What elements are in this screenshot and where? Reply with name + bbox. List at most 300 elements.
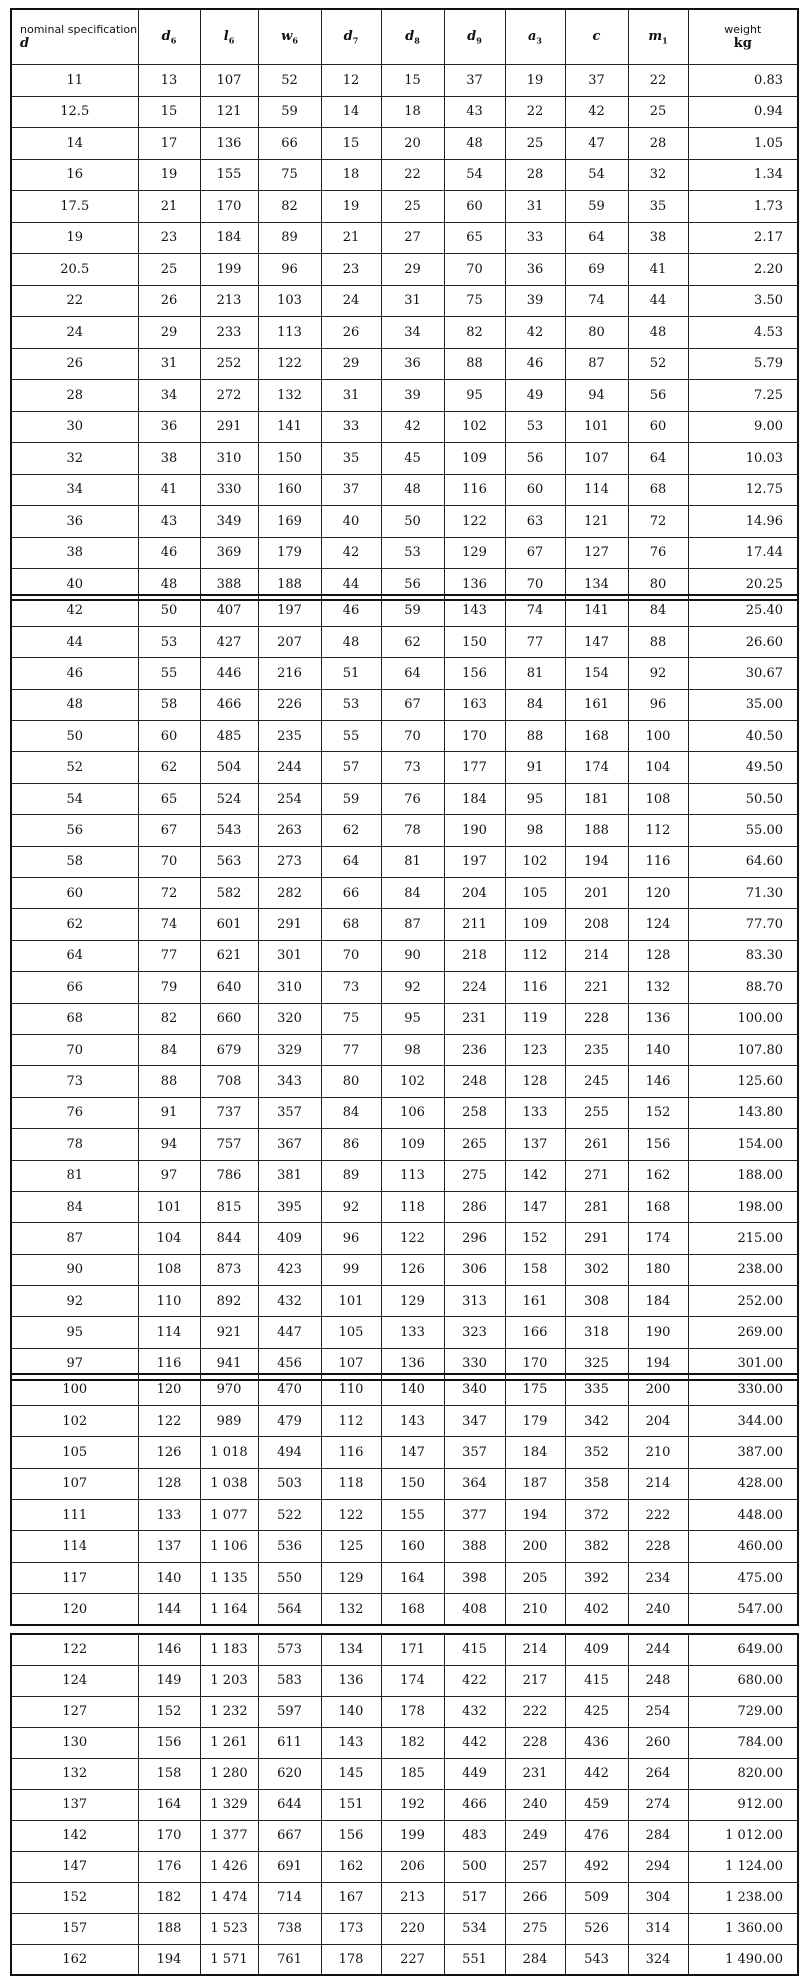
cell-nominal-d: 34: [11, 474, 138, 506]
cell-d6: 101: [138, 1191, 200, 1222]
cell-w6: 75: [258, 159, 321, 191]
cell-nominal-d: 56: [11, 815, 138, 846]
cell-m1: 80: [628, 569, 688, 601]
cell-w6: 620: [258, 1758, 321, 1789]
cell-d8: 182: [381, 1727, 444, 1758]
cell-d8: 164: [381, 1562, 444, 1593]
cell-d9: 466: [444, 1789, 505, 1820]
cell-l6: 184: [200, 222, 258, 254]
cell-weight: 344.00: [688, 1405, 798, 1436]
cell-d8: 150: [381, 1468, 444, 1499]
cell-d9: 218: [444, 940, 505, 971]
cell-d6: 36: [138, 411, 200, 443]
cell-d8: 48: [381, 474, 444, 506]
cell-a3: 158: [505, 1254, 565, 1285]
cell-weight: 30.67: [688, 658, 798, 689]
cell-d8: 143: [381, 1405, 444, 1436]
cell-nominal-d: 107: [11, 1468, 138, 1499]
cell-d7: 57: [321, 752, 381, 783]
cell-m1: 56: [628, 380, 688, 412]
cell-d7: 15: [321, 128, 381, 160]
cell-nominal-d: 142: [11, 1820, 138, 1851]
cell-a3: 231: [505, 1758, 565, 1789]
table-row: [11, 595, 798, 626]
weight-unit: kg: [733, 36, 752, 51]
cell-d8: 147: [381, 1437, 444, 1468]
cell-d7: 178: [321, 1944, 381, 1975]
table-row: [11, 721, 798, 752]
cell-weight: 88.70: [688, 972, 798, 1003]
cell-d9: 184: [444, 783, 505, 814]
cell-m1: 260: [628, 1727, 688, 1758]
cell-weight: 729.00: [688, 1696, 798, 1727]
cell-l6: 485: [200, 721, 258, 752]
cell-d9: 330: [444, 1348, 505, 1379]
cell-nominal-d: 20.5: [11, 254, 138, 286]
cell-d9: 70: [444, 254, 505, 286]
cell-c: 261: [565, 1129, 628, 1160]
cell-w6: 273: [258, 846, 321, 877]
cell-l6: 1 135: [200, 1562, 258, 1593]
cell-d8: 29: [381, 254, 444, 286]
cell-d8: 76: [381, 783, 444, 814]
cell-d9: 116: [444, 474, 505, 506]
table-row: [11, 1531, 798, 1562]
cell-l6: 1 018: [200, 1437, 258, 1468]
cell-d8: 20: [381, 128, 444, 160]
cell-d7: 51: [321, 658, 381, 689]
cell-d8: 220: [381, 1913, 444, 1944]
cell-m1: 32: [628, 159, 688, 191]
cell-c: 69: [565, 254, 628, 286]
cell-d6: 114: [138, 1317, 200, 1348]
cell-d6: 158: [138, 1758, 200, 1789]
cell-a3: 194: [505, 1500, 565, 1531]
table-row: [11, 752, 798, 783]
cell-l6: 563: [200, 846, 258, 877]
table-row: [11, 159, 798, 191]
table-row: [11, 1727, 798, 1758]
cell-d8: 64: [381, 658, 444, 689]
cell-c: 201: [565, 878, 628, 909]
cell-c: 281: [565, 1191, 628, 1222]
cell-m1: 41: [628, 254, 688, 286]
cell-c: 442: [565, 1758, 628, 1789]
cell-d7: 116: [321, 1437, 381, 1468]
cell-l6: 1 077: [200, 1500, 258, 1531]
cell-c: 392: [565, 1562, 628, 1593]
cell-c: 107: [565, 443, 628, 475]
header-a3: $a_3$: [505, 9, 565, 65]
cell-c: 59: [565, 191, 628, 223]
cell-nominal-d: 60: [11, 878, 138, 909]
cell-d8: 39: [381, 380, 444, 412]
cell-weight: 649.00: [688, 1634, 798, 1665]
cell-c: 80: [565, 317, 628, 349]
cell-a3: 46: [505, 348, 565, 380]
table-row: [11, 317, 798, 349]
cell-d6: 170: [138, 1820, 200, 1851]
table-row: [11, 506, 798, 538]
cell-d6: 176: [138, 1851, 200, 1882]
cell-c: 121: [565, 506, 628, 538]
cell-c: 37: [565, 65, 628, 97]
cell-m1: 222: [628, 1500, 688, 1531]
cell-l6: 213: [200, 285, 258, 317]
cell-a3: 128: [505, 1066, 565, 1097]
cell-d8: 185: [381, 1758, 444, 1789]
cell-l6: 504: [200, 752, 258, 783]
cell-c: 382: [565, 1531, 628, 1562]
cell-weight: 5.79: [688, 348, 798, 380]
cell-a3: 257: [505, 1851, 565, 1882]
cell-d6: 122: [138, 1405, 200, 1436]
cell-d7: 18: [321, 159, 381, 191]
cell-w6: 357: [258, 1097, 321, 1128]
cell-nominal-d: 68: [11, 1003, 138, 1034]
cell-w6: 150: [258, 443, 321, 475]
cell-l6: 1 164: [200, 1594, 258, 1625]
cell-d6: 55: [138, 658, 200, 689]
table-row: [11, 1562, 798, 1593]
cell-a3: 77: [505, 626, 565, 657]
cell-c: 208: [565, 909, 628, 940]
cell-weight: 83.30: [688, 940, 798, 971]
cell-d6: 19: [138, 159, 200, 191]
cell-l6: 873: [200, 1254, 258, 1285]
cell-d6: 156: [138, 1727, 200, 1758]
cell-d7: 101: [321, 1286, 381, 1317]
cell-d6: 26: [138, 285, 200, 317]
cell-m1: 228: [628, 1531, 688, 1562]
cell-weight: 40.50: [688, 721, 798, 752]
cell-a3: 42: [505, 317, 565, 349]
cell-d9: 197: [444, 846, 505, 877]
cell-a3: 67: [505, 537, 565, 569]
cell-c: 188: [565, 815, 628, 846]
cell-d6: 25: [138, 254, 200, 286]
cell-c: 181: [565, 783, 628, 814]
cell-m1: 168: [628, 1191, 688, 1222]
cell-weight: 460.00: [688, 1531, 798, 1562]
cell-d7: 105: [321, 1317, 381, 1348]
cell-d9: 357: [444, 1437, 505, 1468]
cell-weight: 35.00: [688, 689, 798, 720]
table-row: [11, 1066, 798, 1097]
cell-weight: 1 124.00: [688, 1851, 798, 1882]
cell-d6: 146: [138, 1634, 200, 1665]
cell-c: 372: [565, 1500, 628, 1531]
cell-weight: 100.00: [688, 1003, 798, 1034]
cell-nominal-d: 16: [11, 159, 138, 191]
cell-d9: 102: [444, 411, 505, 443]
cell-weight: 198.00: [688, 1191, 798, 1222]
cell-d9: 449: [444, 1758, 505, 1789]
cell-d6: 62: [138, 752, 200, 783]
cell-w6: 522: [258, 1500, 321, 1531]
cell-weight: 2.20: [688, 254, 798, 286]
cell-nominal-d: 30: [11, 411, 138, 443]
cell-d9: 211: [444, 909, 505, 940]
cell-l6: 582: [200, 878, 258, 909]
cell-d8: 27: [381, 222, 444, 254]
cell-c: 134: [565, 569, 628, 601]
spec-table-4: [10, 1633, 799, 1976]
cell-d9: 313: [444, 1286, 505, 1317]
cell-nominal-d: 100: [11, 1374, 138, 1405]
cell-l6: 1 426: [200, 1851, 258, 1882]
cell-m1: 96: [628, 689, 688, 720]
cell-weight: 20.25: [688, 569, 798, 601]
cell-weight: 912.00: [688, 1789, 798, 1820]
cell-l6: 844: [200, 1223, 258, 1254]
cell-a3: 284: [505, 1944, 565, 1975]
cell-d7: 107: [321, 1348, 381, 1379]
cell-weight: 820.00: [688, 1758, 798, 1789]
cell-weight: 301.00: [688, 1348, 798, 1379]
cell-m1: 44: [628, 285, 688, 317]
cell-weight: 387.00: [688, 1437, 798, 1468]
cell-m1: 108: [628, 783, 688, 814]
cell-d7: 110: [321, 1374, 381, 1405]
header-d8: $d_8$: [381, 9, 444, 65]
cell-d7: 156: [321, 1820, 381, 1851]
cell-m1: 294: [628, 1851, 688, 1882]
cell-nominal-d: 102: [11, 1405, 138, 1436]
cell-l6: 640: [200, 972, 258, 1003]
cell-l6: 524: [200, 783, 258, 814]
header-d6: $d_6$: [138, 9, 200, 65]
cell-d7: 92: [321, 1191, 381, 1222]
cell-m1: 76: [628, 537, 688, 569]
cell-nominal-d: 127: [11, 1696, 138, 1727]
cell-weight: 25.40: [688, 595, 798, 626]
table-row: [11, 1097, 798, 1128]
cell-m1: 25: [628, 96, 688, 128]
cell-a3: 240: [505, 1789, 565, 1820]
cell-d6: 17: [138, 128, 200, 160]
cell-w6: 89: [258, 222, 321, 254]
cell-d8: 18: [381, 96, 444, 128]
cell-m1: 132: [628, 972, 688, 1003]
cell-d9: 296: [444, 1223, 505, 1254]
cell-d9: 415: [444, 1634, 505, 1665]
table-row: [11, 1223, 798, 1254]
cell-w6: 583: [258, 1665, 321, 1696]
cell-w6: 343: [258, 1066, 321, 1097]
cell-d9: 75: [444, 285, 505, 317]
cell-a3: 63: [505, 506, 565, 538]
cell-d7: 64: [321, 846, 381, 877]
header-nominal-specification: [11, 9, 138, 65]
cell-d7: 68: [321, 909, 381, 940]
cell-d6: 48: [138, 569, 200, 601]
cell-l6: 543: [200, 815, 258, 846]
cell-d7: 35: [321, 443, 381, 475]
cell-d9: 236: [444, 1034, 505, 1065]
cell-d9: 109: [444, 443, 505, 475]
cell-w6: 141: [258, 411, 321, 443]
cell-nominal-d: 12.5: [11, 96, 138, 128]
cell-l6: 1 523: [200, 1913, 258, 1944]
cell-d8: 70: [381, 721, 444, 752]
cell-m1: 274: [628, 1789, 688, 1820]
cell-weight: 1 238.00: [688, 1882, 798, 1913]
cell-nominal-d: 50: [11, 721, 138, 752]
cell-d6: 21: [138, 191, 200, 223]
cell-d8: 36: [381, 348, 444, 380]
cell-d7: 70: [321, 940, 381, 971]
cell-weight: 55.00: [688, 815, 798, 846]
cell-d6: 126: [138, 1437, 200, 1468]
header-d9: $d_9$: [444, 9, 505, 65]
cell-d9: 265: [444, 1129, 505, 1160]
cell-l6: 1 261: [200, 1727, 258, 1758]
cell-nominal-d: 81: [11, 1160, 138, 1191]
cell-d9: 231: [444, 1003, 505, 1034]
cell-d9: 60: [444, 191, 505, 223]
cell-a3: 22: [505, 96, 565, 128]
cell-d8: 59: [381, 595, 444, 626]
table-row: [11, 940, 798, 971]
cell-nominal-d: 66: [11, 972, 138, 1003]
cell-nominal-d: 52: [11, 752, 138, 783]
cell-m1: 314: [628, 1913, 688, 1944]
cell-w6: 310: [258, 972, 321, 1003]
cell-d9: 364: [444, 1468, 505, 1499]
cell-d7: 73: [321, 972, 381, 1003]
cell-weight: 50.50: [688, 783, 798, 814]
cell-a3: 95: [505, 783, 565, 814]
cell-d9: 432: [444, 1696, 505, 1727]
cell-nominal-d: 92: [11, 1286, 138, 1317]
cell-m1: 72: [628, 506, 688, 538]
cell-c: 161: [565, 689, 628, 720]
cell-d7: 23: [321, 254, 381, 286]
table-row: [11, 878, 798, 909]
table-row: [11, 474, 798, 506]
cell-m1: 38: [628, 222, 688, 254]
cell-m1: 116: [628, 846, 688, 877]
cell-weight: 252.00: [688, 1286, 798, 1317]
cell-d8: 42: [381, 411, 444, 443]
cell-nominal-d: 11: [11, 65, 138, 97]
cell-d8: 133: [381, 1317, 444, 1348]
cell-w6: 52: [258, 65, 321, 97]
cell-c: 415: [565, 1665, 628, 1696]
cell-w6: 82: [258, 191, 321, 223]
cell-a3: 19: [505, 65, 565, 97]
cell-d7: 37: [321, 474, 381, 506]
table-row: [11, 1696, 798, 1727]
cell-c: 74: [565, 285, 628, 317]
cell-d8: 113: [381, 1160, 444, 1191]
cell-w6: 714: [258, 1882, 321, 1913]
cell-nominal-d: 48: [11, 689, 138, 720]
cell-nominal-d: 28: [11, 380, 138, 412]
cell-d7: 122: [321, 1500, 381, 1531]
cell-d6: 104: [138, 1223, 200, 1254]
cell-d7: 53: [321, 689, 381, 720]
cell-c: 114: [565, 474, 628, 506]
cell-nominal-d: 132: [11, 1758, 138, 1789]
table-row: [11, 191, 798, 223]
cell-weight: 215.00: [688, 1223, 798, 1254]
cell-weight: 125.60: [688, 1066, 798, 1097]
cell-d9: 88: [444, 348, 505, 380]
cell-d8: 22: [381, 159, 444, 191]
cell-d7: 134: [321, 1634, 381, 1665]
cell-d8: 129: [381, 1286, 444, 1317]
cell-c: 101: [565, 411, 628, 443]
cell-d6: 15: [138, 96, 200, 128]
cell-c: 352: [565, 1437, 628, 1468]
cell-w6: 254: [258, 783, 321, 814]
cell-d7: 151: [321, 1789, 381, 1820]
table-row: [11, 1758, 798, 1789]
cell-d8: 227: [381, 1944, 444, 1975]
cell-l6: 252: [200, 348, 258, 380]
nominal-symbol: d: [20, 36, 30, 51]
cell-w6: 226: [258, 689, 321, 720]
cell-nominal-d: 58: [11, 846, 138, 877]
cell-a3: 142: [505, 1160, 565, 1191]
cell-c: 174: [565, 752, 628, 783]
cell-a3: 88: [505, 721, 565, 752]
cell-m1: 68: [628, 474, 688, 506]
cell-d7: 136: [321, 1665, 381, 1696]
cell-l6: 291: [200, 411, 258, 443]
cell-c: 402: [565, 1594, 628, 1625]
cell-w6: 423: [258, 1254, 321, 1285]
cell-c: 335: [565, 1374, 628, 1405]
cell-m1: 28: [628, 128, 688, 160]
cell-d7: 42: [321, 537, 381, 569]
cell-m1: 22: [628, 65, 688, 97]
cell-d7: 14: [321, 96, 381, 128]
cell-d7: 89: [321, 1160, 381, 1191]
cell-d7: 140: [321, 1696, 381, 1727]
cell-l6: 155: [200, 159, 258, 191]
cell-w6: 691: [258, 1851, 321, 1882]
cell-a3: 133: [505, 1097, 565, 1128]
cell-d8: 50: [381, 506, 444, 538]
cell-a3: 217: [505, 1665, 565, 1696]
cell-m1: 140: [628, 1034, 688, 1065]
cell-weight: 0.83: [688, 65, 798, 97]
cell-a3: 56: [505, 443, 565, 475]
cell-d6: 46: [138, 537, 200, 569]
cell-a3: 184: [505, 1437, 565, 1468]
table-row: [11, 972, 798, 1003]
cell-d6: 182: [138, 1882, 200, 1913]
cell-w6: 738: [258, 1913, 321, 1944]
cell-c: 42: [565, 96, 628, 128]
cell-l6: 815: [200, 1191, 258, 1222]
cell-d8: 56: [381, 569, 444, 601]
cell-d8: 25: [381, 191, 444, 223]
cell-c: 127: [565, 537, 628, 569]
cell-l6: 466: [200, 689, 258, 720]
table-row: [11, 1317, 798, 1348]
cell-nominal-d: 87: [11, 1223, 138, 1254]
weight-label: weight: [724, 23, 762, 36]
cell-d8: 122: [381, 1223, 444, 1254]
table-row: [11, 1405, 798, 1436]
cell-a3: 275: [505, 1913, 565, 1944]
cell-d9: 129: [444, 537, 505, 569]
cell-c: 255: [565, 1097, 628, 1128]
